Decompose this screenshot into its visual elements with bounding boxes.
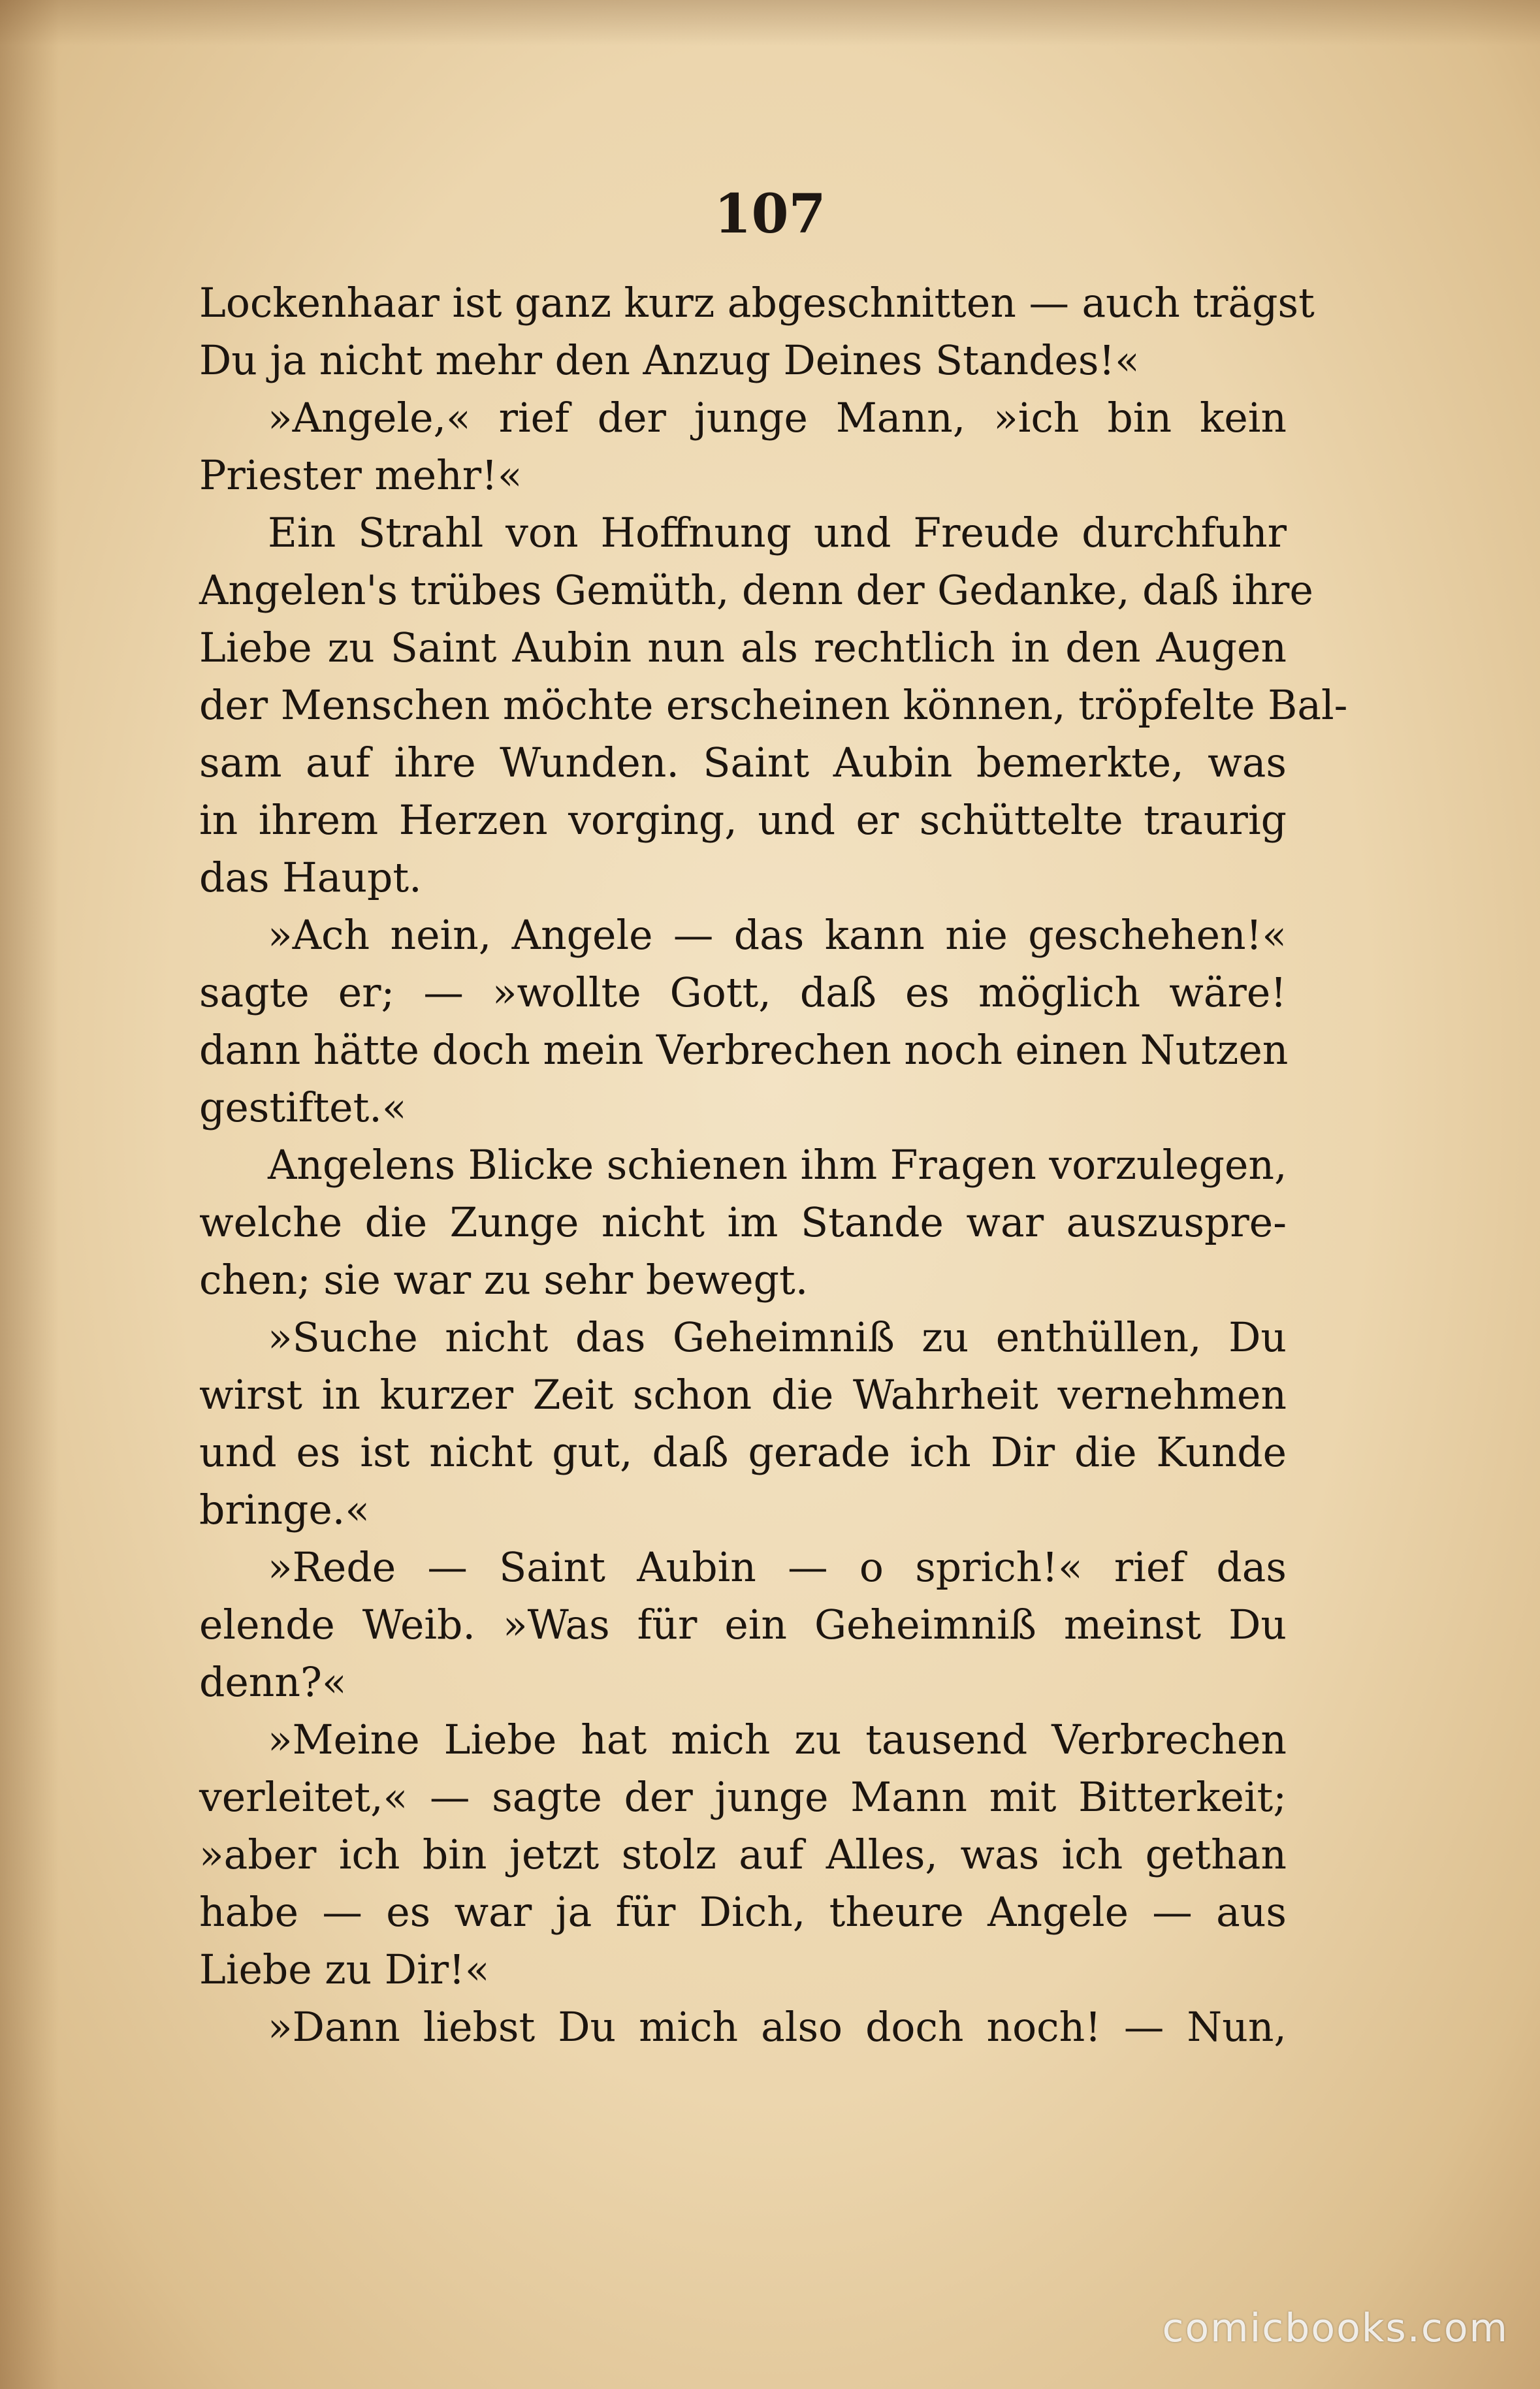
text-line: Angelen's trübes Gemüth, denn der Gedanke, daß ihre (199, 567, 1313, 614)
text-line: Angelens Blicke schienen ihm Fragen vorzulegen, (268, 1142, 1287, 1189)
text-line: »aber ich bin jetzt stolz auf Alles, was ich gethan (199, 1831, 1287, 1878)
body-text (199, 274, 1348, 2056)
text-line: Du ja nicht mehr den Anzug Deines Standes!« (199, 337, 1140, 384)
text-line: wirst in kurzer Zeit schon die Wahrheit vernehmen (199, 1371, 1287, 1419)
text-line: »Dann liebst Du mich also doch noch! — Nun, (268, 2004, 1287, 2051)
text-line: habe — es war ja für Dich, theure Angele — aus (199, 1889, 1287, 1936)
text-line: sagte er; — »wollte Gott, daß es möglich wäre! (199, 969, 1287, 1016)
text-line: und es ist nicht gut, daß gerade ich Dir die Kunde (199, 1429, 1287, 1476)
text-line: sam auf ihre Wunden. Saint Aubin bemerkte, was (199, 739, 1287, 786)
text-line: in ihrem Herzen vorging, und er schüttelte traurig (199, 797, 1287, 844)
text-line: chen; sie war zu sehr bewegt. (199, 1257, 809, 1304)
text-line: elende Weib. »Was für ein Geheimniß meinst Du (199, 1601, 1287, 1648)
text-line: welche die Zunge nicht im Stande war auszuspre- (199, 1199, 1287, 1246)
watermark: comicbooks.com (1162, 2305, 1509, 2351)
text-line: Liebe zu Dir!« (199, 1946, 490, 1993)
text-line: der Menschen möchte erscheinen können, tröpfelte Bal- (199, 682, 1348, 729)
text-line: gestiftet.« (199, 1084, 407, 1131)
text-line: Priester mehr!« (199, 452, 522, 499)
text-line: verleitet,« — sagte der junge Mann mit Bitterkeit; (199, 1774, 1287, 1821)
text-line: dann hätte doch mein Verbrechen noch einen Nutzen (199, 1027, 1289, 1074)
text-line: das Haupt. (199, 854, 422, 901)
text-line: »Ach nein, Angele — das kann nie geschehen!« (268, 912, 1287, 959)
page-number: 107 (714, 183, 826, 246)
text-line: Lockenhaar ist ganz kurz abgeschnitten — auch trägst (199, 280, 1315, 327)
text-line: »Meine Liebe hat mich zu tausend Verbrechen (268, 1716, 1287, 1763)
text-line: bringe.« (199, 1486, 370, 1533)
text-line: »Rede — Saint Aubin — o sprich!« rief das (268, 1544, 1287, 1591)
text-line: »Angele,« rief der junge Mann, »ich bin kein (268, 394, 1287, 441)
text-line: Ein Strahl von Hoffnung und Freude durchfuhr (268, 509, 1287, 556)
text-line: Liebe zu Saint Aubin nun als rechtlich in den Augen (199, 624, 1287, 671)
text-line: denn?« (199, 1659, 347, 1706)
text-line: »Suche nicht das Geheimniß zu enthüllen, Du (268, 1314, 1287, 1361)
